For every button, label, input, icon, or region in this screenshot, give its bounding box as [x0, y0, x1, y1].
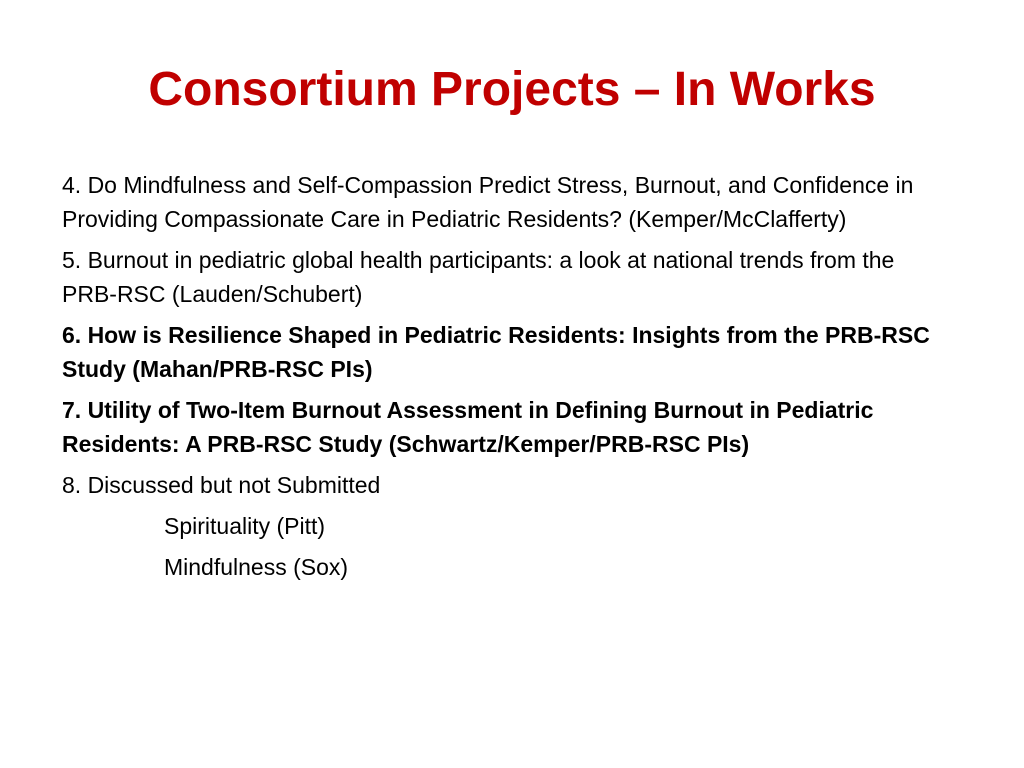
- slide-title: Consortium Projects – In Works: [148, 63, 876, 116]
- project-item-4: 4. Do Mindfulness and Self-Compassion Predict Stress, Burnout, and Confidence in Providing Compassionate Care in Pediatric Residents? (Kemper/McClafferty): [62, 172, 914, 232]
- project-item-8: 8. Discussed but not Submitted: [62, 472, 381, 498]
- sub-item-mindfulness: Mindfulness (Sox): [164, 554, 349, 580]
- slide-body: [62, 168, 952, 584]
- project-item-5: 5. Burnout in pediatric global health participants: a look at national trends from the PRB-RSC (Lauden/Schubert): [62, 247, 895, 307]
- project-item-6: 6. How is Resilience Shaped in Pediatric Residents: Insights from the PRB-RSC Study (Mahan/PRB-RSC PIs): [62, 322, 930, 382]
- sub-item-list: [62, 509, 952, 584]
- sub-item-spirituality: Spirituality (Pitt): [164, 513, 326, 539]
- project-item-7: 7. Utility of Two-Item Burnout Assessment in Defining Burnout in Pediatric Residents: A PRB-RSC Study (Schwartz/Kemper/PRB-RSC PIs): [62, 397, 874, 457]
